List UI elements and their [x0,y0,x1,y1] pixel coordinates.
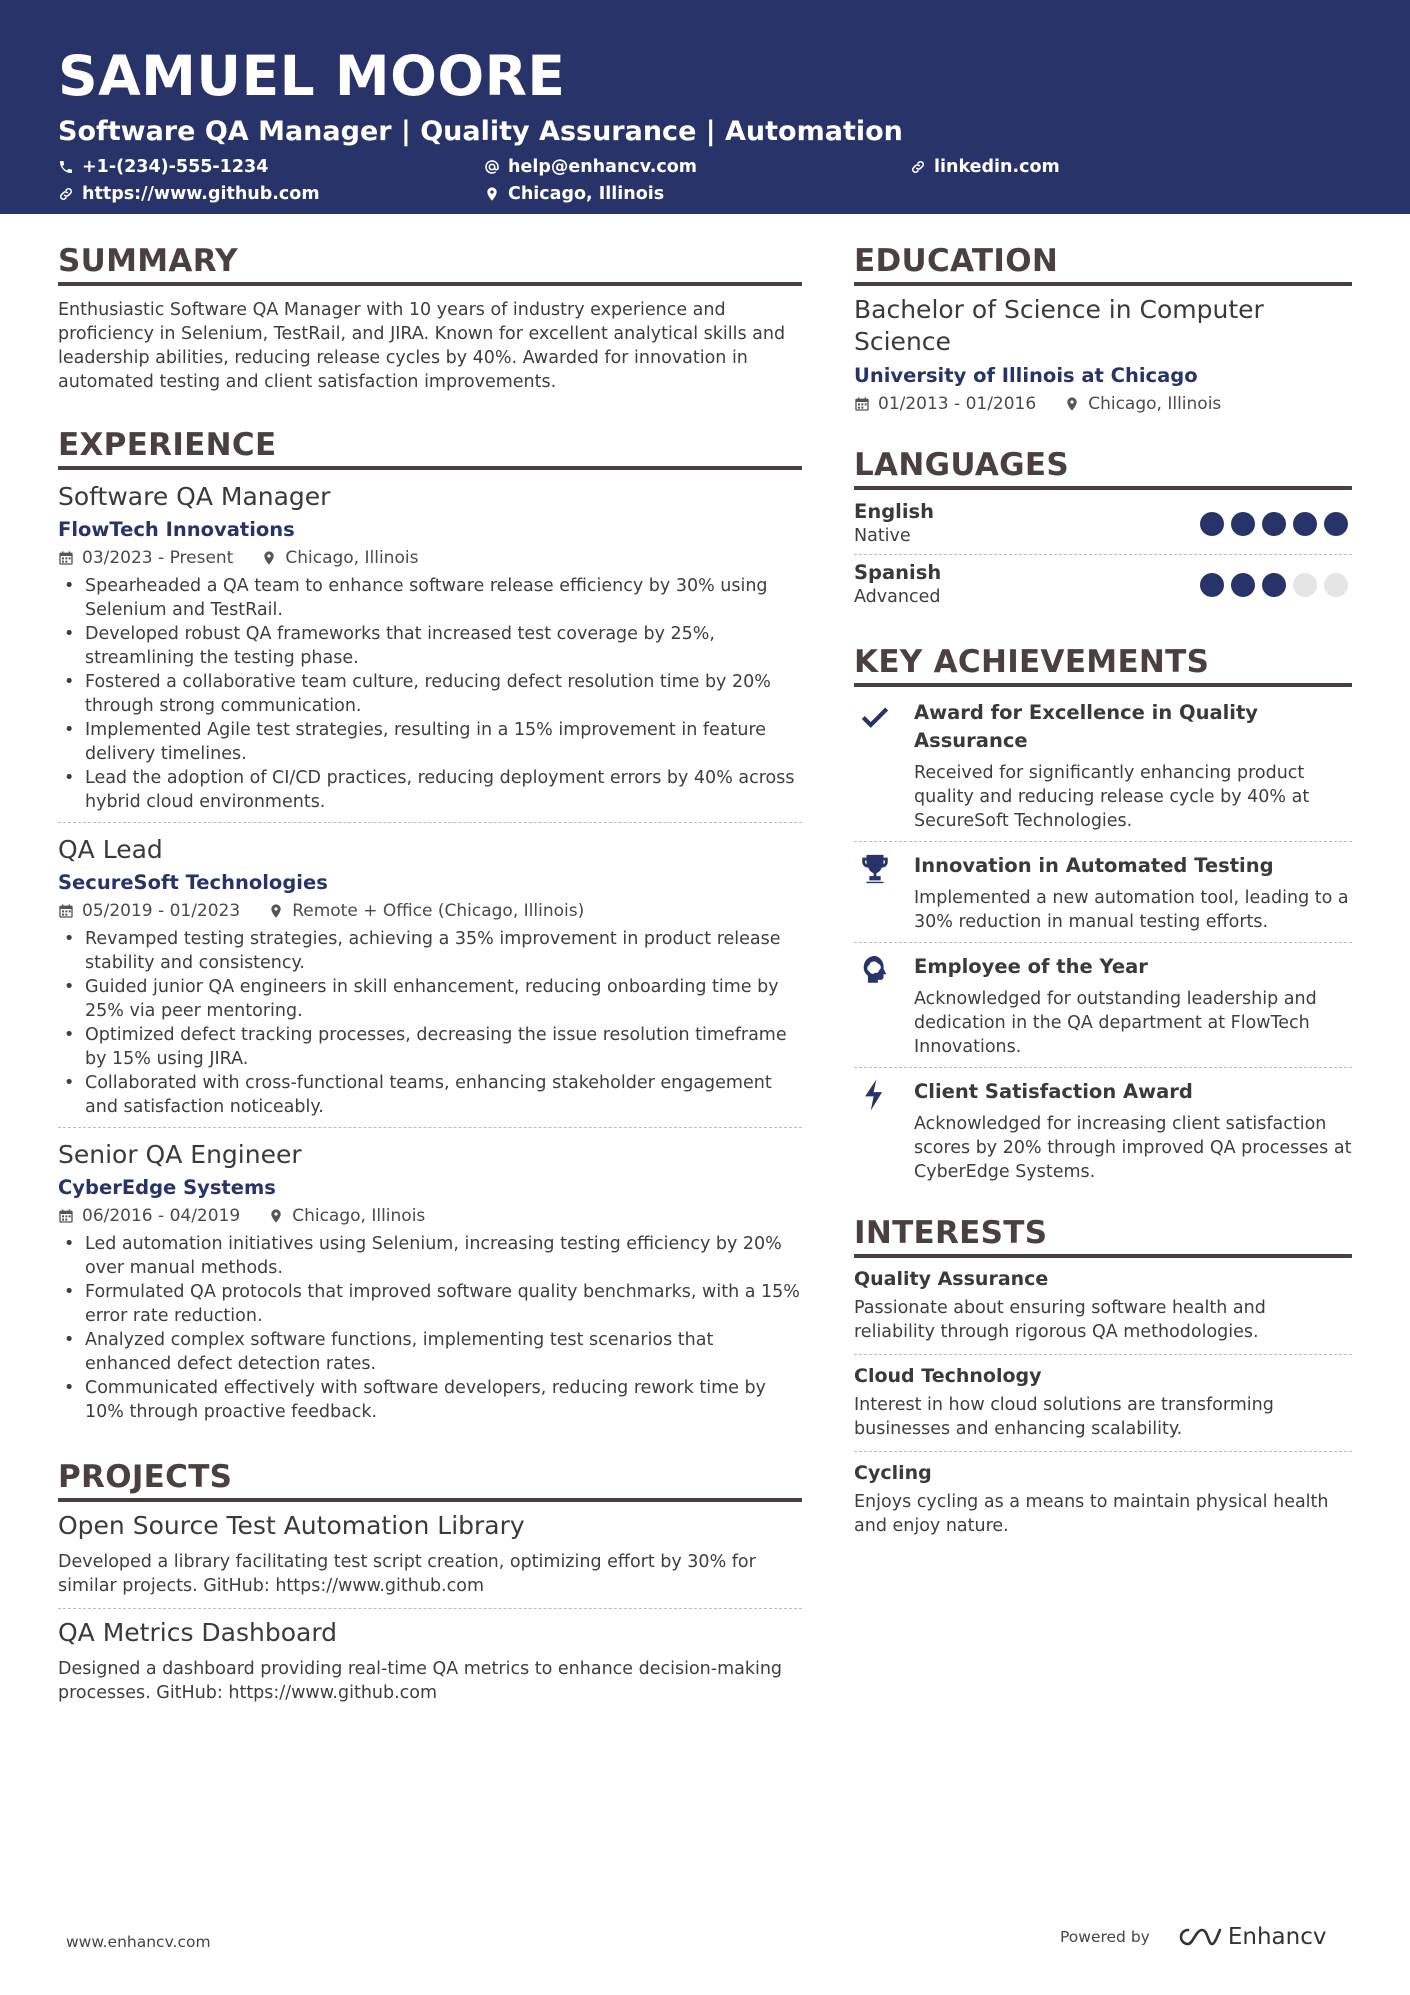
bullet-item: • Revamped testing strategies, achieving a 35% improvement in product release stability and consistency. [58,927,802,975]
resume-header [0,0,1410,214]
interests-section [854,1212,1352,1548]
project-entry [58,1608,802,1715]
link-icon [58,186,74,202]
achievement-title: Award for Excellence in Quality Assurance [914,701,1259,752]
job-dates: 03/2023 - Present [82,548,234,568]
rating-dot-filled [1231,512,1255,536]
interest-entry [854,1354,1352,1451]
project-title: QA Metrics Dashboard [58,1618,338,1647]
bullet-item: • Guided junior QA engineers in skill enhancement, reducing onboarding time by 25% via peer mentoring. [58,975,802,1023]
job-dates: 05/2019 - 01/2023 [82,901,241,921]
job-location: Remote + Office (Chicago, Illinois) [292,901,585,921]
project-entry [58,1508,802,1608]
language-entry [854,494,1352,554]
job-location: Chicago, Illinois [285,548,419,568]
location-pin-icon [484,186,500,202]
projects-section [58,1456,802,1715]
language-rating [1200,512,1348,536]
education-section [854,240,1352,416]
brand-name: Enhancv [1227,1924,1327,1950]
project-description: Designed a dashboard providing real-time QA metrics to enhance decision-making processes. GitHub: https://www.github.com [58,1659,783,1703]
summary-text: Enthusiastic Software QA Manager with 10 years of industry experience and proficiency in Selenium, TestRail, and JIRA. Known for excellent analytical skills and leadership abilities, reducing release cycles by 40%. Awarded for innovation in automated testing and client satisfaction improvements. [58,300,786,392]
contact-email[interactable]: help@enhancv.com [484,156,910,178]
language-level: Native [854,526,911,546]
interest-entry [854,1262,1352,1354]
rating-dot-empty [1324,573,1348,597]
footer-website[interactable]: www.enhancv.com [66,1933,211,1951]
rating-dot-filled [1262,573,1286,597]
rating-dot-filled [1200,512,1224,536]
enhancv-logo[interactable] [1174,1924,1327,1950]
bullet-item: • Formulated QA protocols that improved software quality benchmarks, with a 15% error rate reduction. [58,1280,802,1328]
rating-dot-filled [1262,512,1286,536]
project-title: Open Source Test Automation Library [58,1511,525,1540]
link-icon [910,159,926,175]
job-bullets [58,927,802,1119]
checkmark-icon [858,699,892,733]
achievement-entry [854,942,1352,1067]
job-title: Software QA Manager [58,482,331,511]
rating-dot-filled [1231,573,1255,597]
location-pin-icon [268,1208,284,1224]
job-title: Senior QA Engineer [58,1140,302,1169]
powered-by-label: Powered by [1060,1928,1150,1946]
calendar-icon [854,396,870,412]
experience-section [58,424,802,1432]
job-entry [58,822,802,1127]
education-meta [854,392,1352,416]
job-bullets [58,1232,802,1424]
section-title-experience: EXPERIENCE [58,424,802,470]
achievement-description: Acknowledged for increasing client satisfaction scores by 20% through improved QA processes at CyberEdge Systems. [914,1114,1352,1182]
section-title-projects: PROJECTS [58,1456,802,1502]
interest-title: Quality Assurance [854,1268,1049,1290]
footer-branding [1060,1924,1326,1950]
contact-location: Chicago, Illinois [484,183,910,205]
candidate-headline: Software QA Manager | Quality Assurance | Automation [58,116,903,147]
job-entry [58,1127,802,1432]
bullet-item: • Analyzed complex software functions, implementing test scenarios that enhanced defect detection rates. [58,1328,802,1376]
rating-dot-filled [1324,512,1348,536]
bullet-item: • Communicated effectively with software developers, reducing rework time by 10% through proactive feedback. [58,1376,802,1424]
interest-entry [854,1451,1352,1548]
education-dates: 01/2013 - 01/2016 [878,394,1037,414]
job-location: Chicago, Illinois [292,1206,426,1226]
language-name: English [854,500,935,523]
interest-title: Cloud Technology [854,1365,1042,1387]
achievement-description: Received for significantly enhancing product quality and reducing release cycle by 40% at SecureSoft Technologies. [914,763,1310,831]
lightning-icon [858,1078,892,1112]
language-rating [1200,573,1348,597]
achievement-entry [854,1067,1352,1192]
language-name: Spanish [854,561,942,584]
bullet-item: • Developed robust QA frameworks that increased test coverage by 25%, streamlining the testing phase. [58,622,802,670]
contact-phone[interactable]: +1-(234)-555-1234 [58,156,484,178]
company-name: SecureSoft Technologies [58,871,328,894]
phone-icon [58,159,74,175]
achievement-title: Employee of the Year [914,955,1148,978]
bullet-item: • Fostered a collaborative team culture, reducing defect resolution time by 20% through strong communication. [58,670,802,718]
degree-title: Bachelor of Science in Computer Science [854,295,1264,356]
section-title-education: EDUCATION [854,240,1352,286]
job-dates: 06/2016 - 04/2019 [82,1206,241,1226]
calendar-icon [58,550,74,566]
head-brain-icon [858,953,892,987]
job-meta [58,899,802,923]
achievement-title: Client Satisfaction Award [914,1080,1193,1103]
calendar-icon [58,903,74,919]
location-pin-icon [1064,396,1080,412]
language-entry [854,554,1352,615]
job-meta [58,1204,802,1228]
education-location: Chicago, Illinois [1088,394,1222,414]
job-entry [58,480,802,822]
contact-github[interactable]: https://www.github.com [58,183,484,205]
interest-title: Cycling [854,1462,932,1484]
location-pin-icon [268,903,284,919]
left-column [58,240,802,1715]
section-title-summary: SUMMARY [58,240,802,286]
job-title: QA Lead [58,835,163,864]
bullet-item: • Implemented Agile test strategies, resulting in a 15% improvement in feature delivery timelines. [58,718,802,766]
school-name: University of Illinois at Chicago [854,364,1198,387]
section-title-languages: LANGUAGES [854,444,1352,490]
job-bullets [58,574,802,814]
company-name: CyberEdge Systems [58,1176,276,1199]
bullet-item: • Collaborated with cross-functional teams, enhancing stakeholder engagement and satisfaction noticeably. [58,1071,802,1119]
bullet-item: • Optimized defect tracking processes, decreasing the issue resolution timeframe by 15% using JIRA. [58,1023,802,1071]
contact-list [58,156,1352,205]
interest-description: Enjoys cycling as a means to maintain physical health and enjoy nature. [854,1492,1329,1536]
company-name: FlowTech Innovations [58,518,295,541]
languages-section [854,444,1352,615]
job-meta [58,546,802,570]
contact-linkedin[interactable]: linkedin.com [910,156,1336,178]
rating-dot-empty [1293,573,1317,597]
location-pin-icon [261,550,277,566]
section-title-interests: INTERESTS [854,1212,1352,1258]
summary-section [58,240,802,394]
right-column [854,240,1352,1548]
candidate-name: SAMUEL MOORE [58,44,566,108]
achievement-description: Acknowledged for outstanding leadership and dedication in the QA department at FlowTech Innovations. [914,989,1317,1057]
rating-dot-filled [1293,512,1317,536]
trophy-icon [858,852,892,886]
section-title-achievements: KEY ACHIEVEMENTS [854,641,1352,687]
achievement-title: Innovation in Automated Testing [914,854,1274,877]
rating-dot-filled [1200,573,1224,597]
project-description: Developed a library facilitating test script creation, optimizing effort by 30% for similar projects. GitHub: https://www.github.com [58,1552,756,1596]
at-sign-icon [484,159,500,175]
language-level: Advanced [854,587,941,607]
bullet-item: • Led automation initiatives using Selenium, increasing testing efficiency by 20% over manual methods. [58,1232,802,1280]
achievement-entry [854,689,1352,841]
bullet-item: • Spearheaded a QA team to enhance software release efficiency by 30% using Selenium and TestRail. [58,574,802,622]
calendar-icon [58,1208,74,1224]
interest-description: Interest in how cloud solutions are transforming businesses and enhancing scalability. [854,1395,1274,1439]
bullet-item: • Lead the adoption of CI/CD practices, reducing deployment errors by 40% across hybrid cloud environments. [58,766,802,814]
achievement-entry [854,841,1352,942]
achievement-description: Implemented a new automation tool, leading to a 30% reduction in manual testing efforts. [914,888,1349,932]
interest-description: Passionate about ensuring software health and reliability through rigorous QA methodologies. [854,1298,1266,1342]
enhancv-logo-icon [1174,1924,1222,1950]
achievements-section [854,641,1352,1192]
